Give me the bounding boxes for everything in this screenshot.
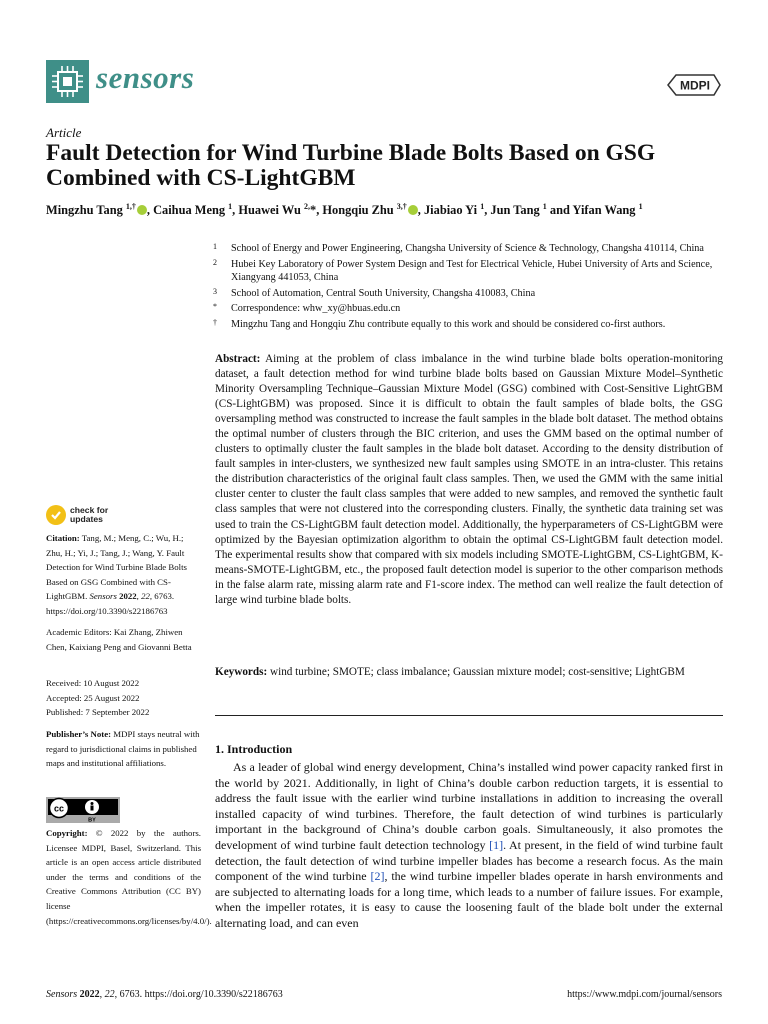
paper-title: Fault Detection for Wind Turbine Blade Bolts Based on GSG Combined with CS-LightGBM [46, 140, 656, 191]
section-heading-introduction: 1. Introduction [215, 742, 293, 756]
svg-text:cc: cc [53, 803, 65, 814]
author-name[interactable]: Hongqiu Zhu [322, 203, 397, 218]
article-type: Article [46, 125, 82, 140]
svg-text:BY: BY [88, 817, 96, 823]
author-affiliation-marker: 3,† [396, 202, 407, 211]
author-affiliation-marker: 1 [480, 202, 485, 211]
affiliation-1: 1 School of Energy and Power Engineering, Changsha University of Science & Technology, Changsha 410114, China [213, 242, 704, 254]
abstract-label: Abstract: [215, 353, 261, 365]
reference-link-2[interactable]: [2] [370, 869, 385, 884]
abstract [215, 352, 723, 608]
accepted-date: Accepted: 25 August 2022 [46, 692, 140, 703]
publication-dates [46, 676, 201, 720]
author-list: Mingzhu Tang $^{1,\dagger}$ , Caihua Meng $^1$, Huawei Wu $^{2,}$*, Hongqiu Zhu $^{3,\dagger}$ , Jiabiao Yi $^1$, Jun Tang $^1$ and Yifan Wang $^1$ [46, 202, 643, 218]
journal-url-link[interactable]: https://www.mdpi.com/journal/sensors [567, 989, 722, 1000]
equal-contribution-note: † Mingzhu Tang and Hongqiu Zhu contribute equally to this work and should be considered co-first authors. [213, 317, 666, 330]
author-name[interactable]: Caihua Meng [153, 203, 229, 218]
journal-name[interactable]: sensors [96, 60, 195, 95]
section-divider [215, 715, 723, 716]
publisher-note: Publisher’s Note: MDPI stays neutral with regard to jurisdictional claims in published maps and institutional affiliations. [46, 729, 200, 769]
journal-logo-icon [46, 60, 89, 103]
keywords-label: Keywords: [215, 666, 268, 678]
cc-by-license-icon[interactable] [46, 797, 120, 823]
author-affiliation-marker: 1,† [125, 202, 136, 211]
author-affiliation-marker: 1 [542, 202, 547, 211]
keywords-text: wind turbine; SMOTE; class imbalance; Gaussian mixture model; cost-sensitive; LightGBM [270, 666, 685, 678]
affiliation-2: 2 Hubei Key Laboratory of Power System Design and Test for Electrical Vehicle, Hubei University of Arts and Science, Xiangyang 441053, China [213, 257, 713, 284]
author-name[interactable]: Mingzhu Tang [46, 203, 126, 218]
published-date: Published: 7 September 2022 [46, 707, 150, 718]
author-affiliation-marker: 1 [638, 202, 643, 211]
orcid-icon[interactable] [137, 205, 147, 215]
reference-link-1[interactable]: [1] [489, 837, 504, 852]
mdpi-logo[interactable] [664, 72, 722, 98]
affiliations [213, 242, 728, 334]
received-date: Received: 10 August 2022 [46, 678, 140, 688]
author-name[interactable]: Jiabiao Yi [423, 203, 481, 218]
affiliation-3: 3 School of Automation, Central South University, Changsha 410083, China [213, 286, 536, 299]
abstract-text: Aiming at the problem of class imbalance in the wind turbine blade bolts operation-monitoring dataset, a fault detection method for wind turbine blade bolts based on Gaussian Mixture Model–Synthetic Minority Oversampling Technique–Gaussian Mixture Model (GSG) combined with Cost-Sensitive LightGBM (CS-LightGBM) was proposed. Since it is difficult to obtain the fault samples of blade bolts, the GSG oversampling method was constructed to increase the fault samples in the blade bolt dataset. The method obtains the optimal number of clusters through the BIC criterion, and uses the GMM based on the optimal number of clusters to optimally cluster the fault samples in the blade bolt dataset. According to the density distribution of fault samples in inter-clusters, we synthesized new fault samples using SMOTE in an intra-cluster. This retains the distribution characteristics of the original fault class samples. Then, we used the GMM with the same initial cluster center to cluster the fault class samples that were added to new samples, and removed the synthetic fault class samples that were not clustered into the corresponding clusters. Finally, the synthetic data training set was used to train the CS-LightGBM fault detection model. Additionally, the hyperparameters of CS-LightGBM were optimized by the Bayesian optimization algorithm to obtain the optimal CS-LightGBM fault detection model. The experimental results show that compared with six models including SMOTE-LightGBM, CS-LightGBM, K-means-SMOTE-LightGBM, etc., the proposed fault detection model is superior to the other comparison methods in the false alarm rate, missing alarm rate and F1-score index. The method can well realize the fault detection of large wind turbine blade bolts. [215, 353, 723, 606]
correspondence[interactable]: * Correspondence: whw_xy@hbuas.edu.cn [213, 302, 401, 315]
citation-block: Citation: Tang, M.; Meng, C.; Wu, H.; Zhu, H.; Yi, J.; Tang, J.; Wang, Y. Fault Detection for Wind Turbine Blade Bolts Based on GSG Combined with CS-LightGBM. Sensors 2022, 22, 6763. https://doi.org/10.3390/s22186763 [46, 533, 187, 616]
footer-citation: Sensors 2022, 22, 6763. https://doi.org/10.3390/s22186763 [46, 989, 283, 1000]
author-affiliation-marker: 1 [228, 202, 233, 211]
keywords [215, 665, 723, 680]
check-updates-icon [46, 505, 66, 525]
author-name[interactable]: Huawei Wu [238, 203, 304, 218]
orcid-icon[interactable] [408, 205, 418, 215]
mdpi-logo-text: MDPI [680, 78, 710, 93]
copyright-notice: Copyright: © 2022 by the authors. Licensee MDPI, Basel, Switzerland. This article is an open access article distributed under the terms and conditions of the Creative Commons Attribution (CC BY) license (https://creativecommons.org/licenses/by/4.0/). [46, 828, 212, 926]
citation-doi[interactable]: , 6763. https://doi.org/10.3390/s22186763 [46, 591, 175, 616]
author-name[interactable]: Yifan Wang [572, 203, 639, 218]
author-name[interactable]: Jun Tang [490, 203, 543, 218]
author-affiliation-marker: 2, [304, 202, 310, 211]
introduction-paragraph: As a leader of global wind energy development, China’s installed wind power capacity ranked first in the world by 2021. Additionally, in light of China’s double carbon reduction targets, it is essential to address the fault issue with the earlier wind turbine installations in addition to increasing the overall installed capacity of wind turbines. Therefore, the fault detection of wind turbines is particularly important in the background of China’s double carbon goals. Simultaneously, it also promotes the development of wind turbine fault detection technology [1]. At present, in the field of wind turbine fault detection, the fault detection of wind turbine impeller blades has become a research focus. As the main component of the wind turbine [2], the wind turbine impeller blades operate in harsh environments and are subjected to alternating loads for a long time, which leads to a number of failure issues. For example, when the impeller rotates, it is easy to cause the loosening fault of the blade bolt under the external alternating load, and can even [215, 760, 723, 930]
academic-editors: Academic Editors: Kai Zhang, Zhiwen Chen, Kaixiang Peng and Giovanni Betta [46, 627, 192, 652]
